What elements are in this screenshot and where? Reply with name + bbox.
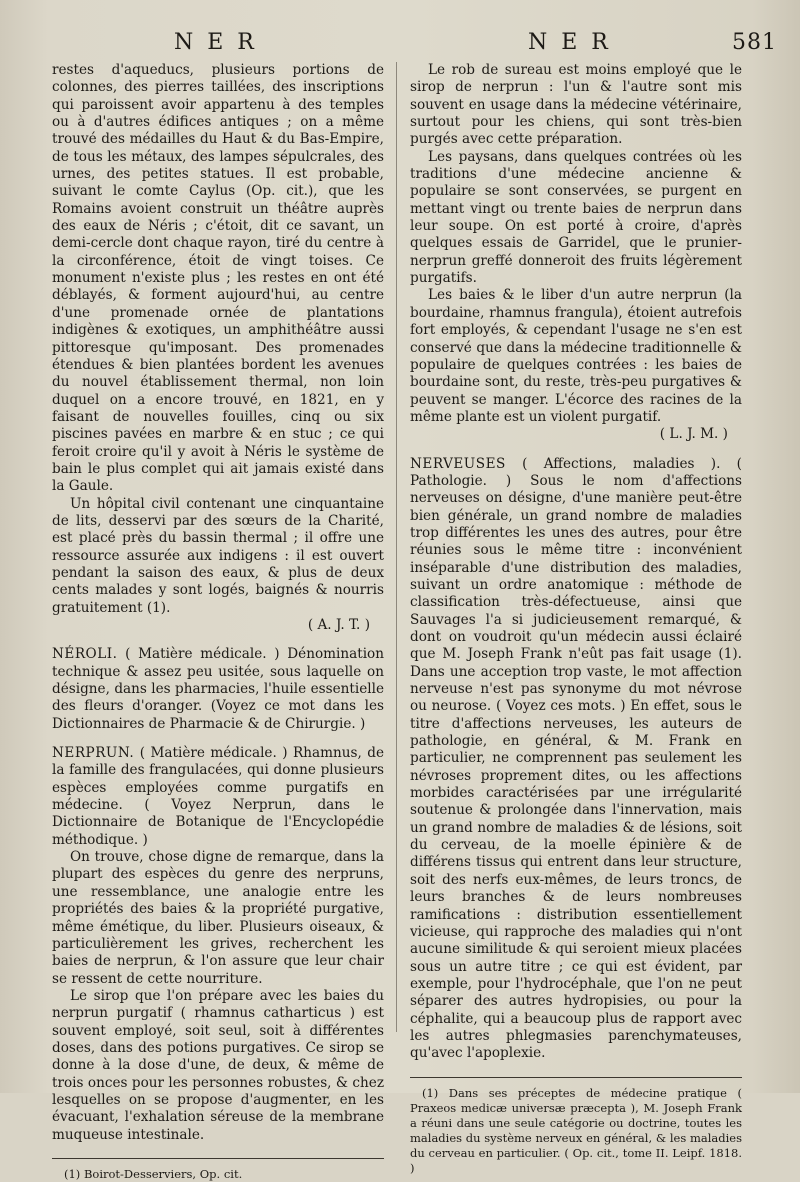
footnote-right: (1) Dans ses préceptes de médecine pratique ( Praxeos medicæ universæ præcepta ), M. Joseph Frank a réuni dans une seule catégorie ou doctrine, toutes les maladies du système nerveux en général, & les maladies du cerveau en particulier. ( Op. cit., tome II. Leipf. 1818. ) bbox=[410, 1085, 742, 1175]
header-left-word: NER bbox=[174, 30, 268, 55]
right-column bbox=[410, 62, 742, 1176]
entry-neroli bbox=[52, 646, 384, 733]
footnote-rule-left bbox=[52, 1158, 384, 1159]
entry-neroli-text: ( Matière médicale. ) Dénomination technique & assez peu usitée, sous laquelle on désigne, dans les pharmacies, l'huile essentielle des fleurs d'oranger. (Voyez ce mot dans les Dictionnaires de Pharmacie & de Chirurgie. ) bbox=[52, 646, 384, 732]
footnote-left: (1) Boirot-Desserviers, Op. cit. bbox=[64, 1166, 243, 1181]
left-column bbox=[52, 62, 384, 1182]
paragraph-rob-sureau: Le rob de sureau est moins employé que le sirop de nerprun : l'un & l'autre sont mis souvent en usage dans la médecine vétérinaire, surtout pour les chiens, qui sont très-bien purgés avec cette préparation. bbox=[410, 62, 742, 148]
footnote-rule-right bbox=[410, 1077, 742, 1078]
column-divider bbox=[396, 62, 397, 1032]
page-number: 581 bbox=[732, 30, 777, 55]
paragraph-bourdaine: Les baies & le liber d'un autre nerprun (la bourdaine, rhamnus frangula), étoient autrefois fort employés, & cependant l'usage ne s'en est conservé que dans la médecine traditionnelle & populaire de quelques contrées : les baies de bourdaine sont, du reste, très-peu purgatives & peuvent se manger. L'écorce des racines de la même plante est un violent purgatif. bbox=[410, 287, 742, 425]
paragraph-neris-hospital: Un hôpital civil contenant une cinquantaine de lits, desservi par des sœurs de la Charité, est placé près du bassin thermal ; il offre une ressource assurée aux indigens : il est ouvert pendant la saison des eaux, & plus de deux cents malades y sont logés, baignés & nourris gratuitement (1). bbox=[52, 495, 384, 616]
author-signature: ( A. J. T. ) bbox=[307, 617, 370, 633]
paragraph-nerprun-syrup: Le sirop que l'on prépare avec les baies du nerprun purgatif ( rhamnus catharticus ) est souvent employé, soit seul, soit à différentes doses, dans des potions purgatives. Ce sirop se donne à la dose d'une, de deux, & même de trois onces pour les personnes robustes, & chez lesquelles on se propose d'augmenter, en les évacuant, l'exhalation séreuse de la membrane muqueuse intestinale. bbox=[52, 987, 384, 1143]
paragraph-neris-monuments: restes d'aqueducs, plusieurs portions de colonnes, des pierres taillées, des inscriptions qui paroissent avoir appartenu à des temples ou à d'autres édifices antiques ; on a même trouvé des médailles du Haut & du Bas-Empire, de tous les métaux, des lampes sépulcrales, des urnes, des petites statues. Il est probable, suivant le comte Caylus (Op. cit.), que les Romains avoient construit un théâtre auprès des eaux de Néris ; c'étoit, dit ce savant, un demi-cercle dont chaque rayon, tiré du centre à la circonférence, étoit de vingt toises. Ce monument n'existe plus ; les restes en ont été déblayés, & forment aujourd'hui, au centre d'une promenade ornée de plantations indigènes & exotiques, un amphithéâtre aussi pittoresque qu'imposant. Des promenades étendues & bien plantées bordent les avenues du nouvel établissement thermal, non loin duquel on a encore trouvé, en 1821, en y faisant de nouvelles fouilles, cinq ou six piscines pavées en marbre & en stuc ; ce qui feroit croire qu'il y avoit à Néris le système de bain le plus complet qui ait jamais existé dans la Gaule. bbox=[52, 62, 384, 495]
entry-nerprun bbox=[52, 745, 384, 849]
header-right-word: NER bbox=[528, 30, 622, 55]
entry-nerveuses bbox=[410, 456, 742, 1063]
entry-nerprun-text: ( Matière médicale. ) Rhamnus, de la famille des frangulacées, qui donne plusieurs espèces employées comme purgatifs en médecine. ( Voyez Nerprun, dans le Dictionnaire de Botanique de l'Encyclopédie méthodique. ) bbox=[52, 745, 384, 848]
running-header bbox=[0, 30, 800, 60]
headword-nerprun: NERPRUN. bbox=[52, 745, 135, 762]
paragraph-paysans: Les paysans, dans quelques contrées où les traditions d'une médecine ancienne & populaire se sont conservées, se purgent en mettant vingt ou trente baies de nerprun dans leur soupe. On est porté à croire, d'après quelques essais de Garridel, que le prunier-nerprun greffé donneroit des fruits légèrement purgatifs. bbox=[410, 148, 742, 287]
entry-nerveuses-text: ( Affections, maladies ). ( Pathologie. ) Sous le nom d'affections nerveuses on désigne, d'une manière peut-être bien générale, un grand nombre de maladies trop différentes les unes des autres, pour être réunies sous le même titre : inconvénient inséparable d'une distribution des maladies, suivant un ordre anatomique : méthode de classification très-défectueuse, ainsi que Sauvages l'a si judicieusement remarqué, & dont on voudroit qu'un médecin aussi éclairé que M. Joseph Frank n'eût pas fait usage (1). Dans une acception trop vaste, le mot affection nerveuse n'est pas synonyme du mot névrose ou neurose. ( Voyez ces mots. ) En effet, sous le titre d'affections nerveuses, les auteurs de pathologie, en général, & M. Frank en particulier, ne comprennent pas seulement les névroses proprement dites, ou les affections morbides caractérisées par une irrégularité soutenue & prolongée dans l'innervation, mais un grand nombre de maladies & de lésions, soit du cerveau, de la moelle épinière & de différens tissus qui entrent dans leur structure, soit des nerfs eux-mêmes, de leurs troncs, de leurs branches & de leurs nombreuses ramifications : distribution essentiellement vicieuse, qui rapproche des maladies qui n'ont aucune similitude & qui seroient mieux placées sous un autre titre ; ce qui est évident, par exemple, pour l'hydrocéphale, que l'on ne peut séparer des autres hydropisies, ou pour la céphalite, qui a beaucoup plus de rapport avec les autres phlegmasies parenchymateuses, qu'avec l'apoplexie. bbox=[410, 455, 742, 1062]
paragraph-nerprun-species: On trouve, chose digne de remarque, dans la plupart des espèces du genre des nerpruns, une ressemblance, une analogie entre les propriétés des baies & la propriété purgative, même émétique, du liber. Plusieurs oiseaux, & particulièrement les grives, recherchent les baies de nerprun, & l'on assure que leur chair se ressent de cette nourriture. bbox=[52, 849, 384, 987]
headword-neroli: NÉROLI. bbox=[52, 646, 118, 663]
author-signature-right: ( L. J. M. ) bbox=[659, 426, 728, 443]
headword-nerveuses: NERVEUSES bbox=[410, 455, 506, 472]
